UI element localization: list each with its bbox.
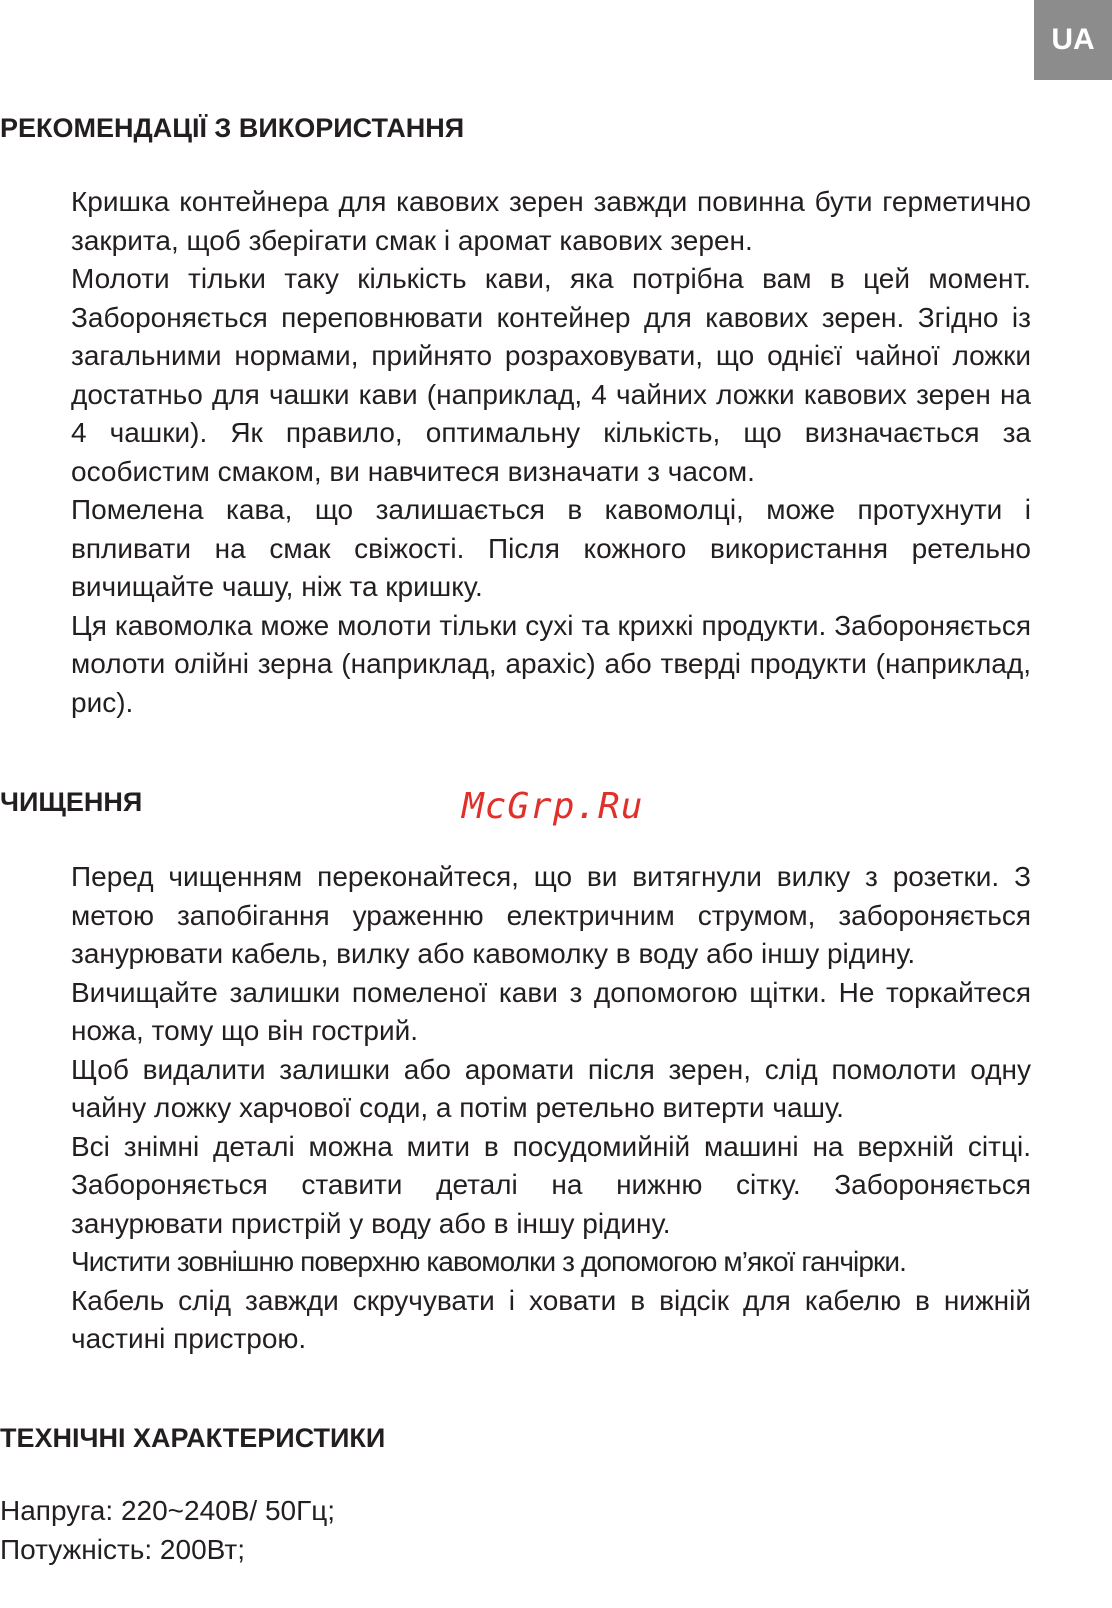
usage-paragraph: Кришка контейнера для кавових зерен завжди повинна бути герметично закрита, щоб зберігати смак і аромат кавових зерен. xyxy=(71,186,1031,256)
cleaning-paragraph: Кабель слід завжди скручувати і ховати в відсік для кабелю в нижній частині пристрою. xyxy=(71,1284,1031,1354)
usage-paragraph: Помелена кава, що залишається в кавомолці, може протухнути і впливати на смак свіжості. Після кожного використання ретельно вичищайте чашу, ніж та кришку. xyxy=(71,494,1031,602)
usage-section-body xyxy=(71,183,1031,722)
cleaning-paragraph: Перед чищенням переконайтеся, що ви витягнули вилку з розетки. З метою запобігання ураженню електричним струмом, забороняється занурювати кабель, вилку або кавомолку в воду або іншу рідину. xyxy=(71,861,1031,969)
cleaning-paragraph: Щоб видалити залишки або аромати після зерен, слід помолоти одну чайну ложку харчової соди, а потім ретельно витерти чашу. xyxy=(71,1053,1031,1123)
specs-heading: ТЕХНІЧНІ ХАРАКТЕРИСТИКИ xyxy=(0,1423,386,1453)
language-tab-label: UA xyxy=(1051,23,1095,56)
usage-heading: РЕКОМЕНДАЦІЇ З ВИКОРИСТАННЯ xyxy=(0,113,465,143)
language-tab xyxy=(1034,0,1112,80)
cleaning-section-body xyxy=(71,858,1031,1359)
cleaning-paragraph: Всі знімні деталі можна мити в посудомийній машині на верхній сітці. Забороняється ставити деталі на нижню сітку. Забороняється занурювати пристрій у воду або в іншу рідину. xyxy=(71,1130,1031,1239)
cleaning-heading: ЧИЩЕННЯ xyxy=(0,787,143,817)
spec-power: Потужність: 200Вт; xyxy=(0,1534,245,1565)
spec-voltage: Напруга: 220~240В/ 50Гц; xyxy=(0,1495,336,1526)
watermark-logo: McGrp.Ru xyxy=(462,786,644,827)
cleaning-paragraph: Вичищайте залишки помеленої кави з допомогою щітки. Не торкайтеся ножа, тому що він гострий. xyxy=(71,976,1031,1046)
usage-paragraph: Ця кавомолка може молоти тільки сухі та крихкі продукти. Забороняється молоти олійні зерна (наприклад, арахіс) або тверді продукти (наприклад, рис). xyxy=(71,609,1031,718)
usage-paragraph: Молоти тільки таку кількість кави, яка потрібна вам в цей момент. Забороняється переповнювати контейнер для кавових зерен. Згідно із загальними нормами, прийнято розраховувати, що однієї чайної ложки достатньо для чашки кави (наприклад, 4 чайних ложки кавових зерен на 4 чашки). Як правило, оптимальну кількість, що визначається за особистим смаком, ви навчитеся визначати з часом. xyxy=(71,263,1031,487)
cleaning-paragraph: Чистити зовнішню поверхню кавомолки з допомогою м’якої ганчірки. xyxy=(71,1246,906,1277)
